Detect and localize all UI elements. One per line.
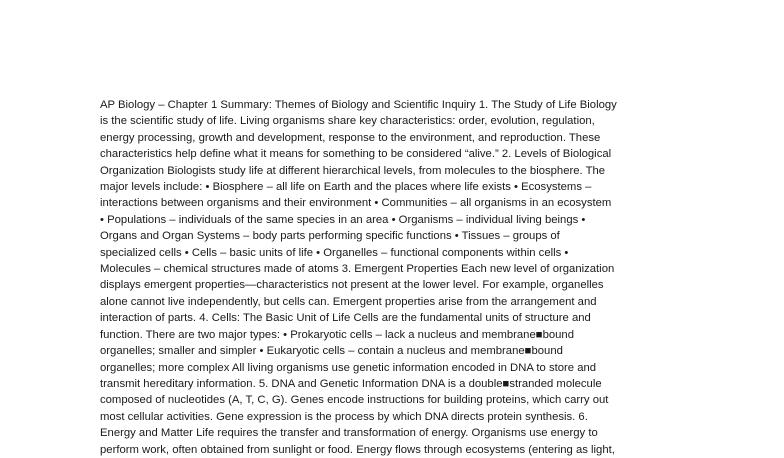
text-line: composed of nucleotides (A, T, C, G). Genes encode instructions for building proteins, which carry out [100,394,609,407]
text-line: displays emergent properties—characteristics not present at the lower level. For example, organelles [100,279,604,292]
text-line: function. There are two major types: • Prokaryotic cells – lack a nucleus and membrane■bound [100,328,574,341]
text-line: Organization Biologists study life at different hierarchical levels, from molecules to the biosphere. The [100,164,606,177]
text-line: interactions between organisms and their environment • Communities – all organisms in an ecosystem [100,197,612,210]
text-line: perform work, often obtained from sunlight or food. Energy flows through ecosystems (entering as light, [100,443,615,456]
text-line: • Populations – individuals of the same species in an area • Organisms – individual living beings • [100,213,586,226]
text-line: is the scientific study of life. Living organisms share key characteristics: order, evolution, regulation, [100,115,595,128]
text-line: Organs and Organ Systems – body parts performing specific functions • Tissues – groups of [100,230,560,243]
text-line: interaction of parts. 4. Cells: The Basic Unit of Life Cells are the fundamental units of structure and [100,312,591,325]
text-line: most cellular activities. Gene expression is the process by which DNA directs protein synthesis. 6. [100,410,588,423]
text-line: Molecules – chemical structures made of atoms 3. Emergent Properties Each new level of organization [100,263,615,276]
text-line: energy processing, growth and development, response to the environment, and reproduction. These [100,131,601,144]
text-line: Energy and Matter Life requires the transfer and transformation of energy. Organisms use energy to [100,427,598,440]
text-line: organelles; smaller and simpler • Eukaryotic cells – contain a nucleus and membrane■bound [100,345,563,358]
text-line: AP Biology – Chapter 1 Summary: Themes of Biology and Scientific Inquiry 1. The Study of Life Biology [100,99,617,111]
text-line: transmit hereditary information. 5. DNA and Genetic Information DNA is a double■stranded molecule [100,377,602,390]
document-body [100,97,700,458]
text-line: organelles; more complex All living organisms use genetic information encoded in DNA to store and [100,361,597,374]
text-line: specialized cells • Cells – basic units of life • Organelles – functional components within cells • [100,246,569,259]
text-line: major levels include: • Biosphere – all life on Earth and the places where life exists • Ecosystems – [100,181,592,194]
text-line: characteristics help define what it means for something to be considered “alive.” 2. Levels of Biological [100,148,612,161]
text-line: alone cannot live independently, but cells can. Emergent properties arise from the arrangement and [100,295,597,308]
